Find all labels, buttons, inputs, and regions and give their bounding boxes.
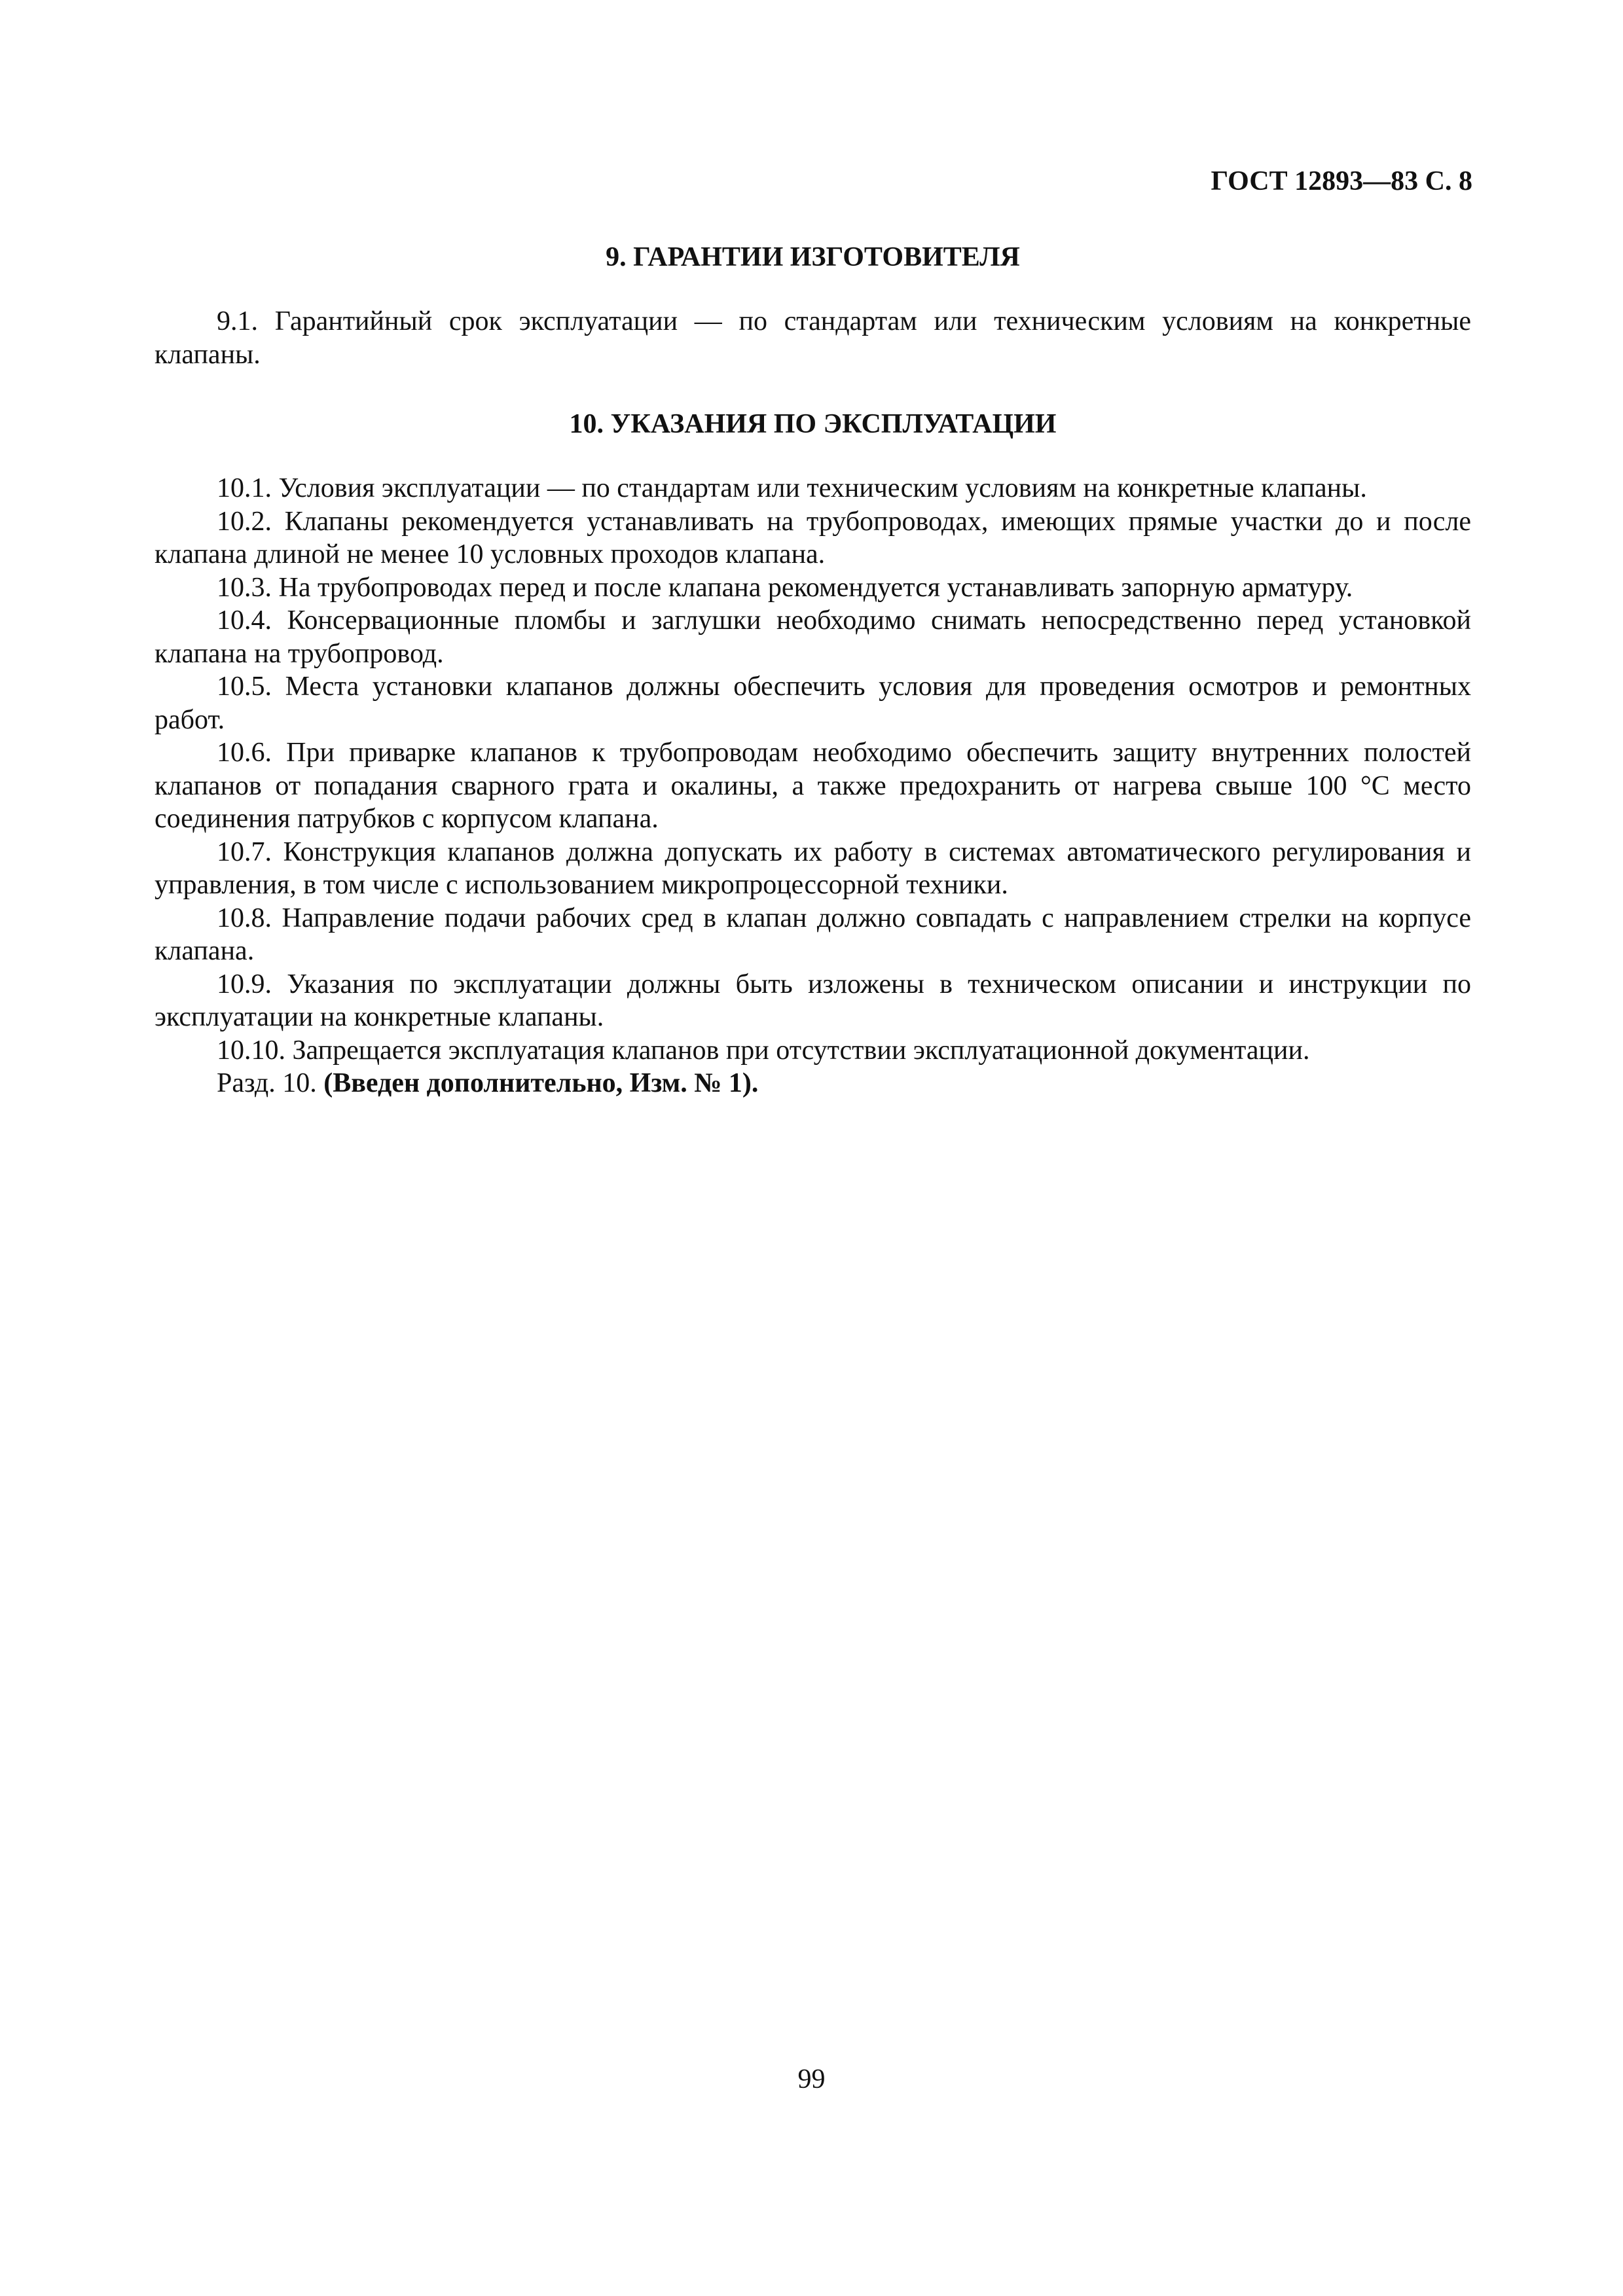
paragraph-10-6: 10.6. При приварке клапанов к трубопроводам необходимо обеспечить защиту внутренних полостей клапанов от попадания сварного грата и окалины, а также предохранить от нагрева свыше 100 °С место соединения патрубков с корпусом клапана. — [155, 738, 1471, 834]
section-heading-9: 9. ГАРАНТИИ ИЗГОТОВИТЕЛЯ — [606, 242, 1020, 272]
paragraph-10-7: 10.7. Конструкция клапанов должна допускать их работу в системах автоматического регулирования и управления, в том числе с использованием микропроцессорной техники. — [155, 836, 1471, 900]
paragraph-10-5: 10.5. Места установки клапанов должны обеспечить условия для проведения осмотров и ремонтных работ. — [155, 672, 1471, 735]
section-gap — [155, 371, 1471, 405]
paragraph-10-3: 10.3. На трубопроводах перед и после клапана рекомендуется устанавливать запорную арматуру. — [217, 572, 1353, 603]
paragraph-10-4: 10.4. Консервационные пломбы и заглушки необходимо снимать непосредственно перед установкой клапана на трубопровод. — [155, 605, 1471, 669]
section-heading-10: 10. УКАЗАНИЯ ПО ЭКСПЛУАТАЦИИ — [569, 409, 1057, 439]
amendment-note-prefix: Разд. 10. — [217, 1068, 317, 1098]
amendment-note-emphasis: (Введен дополнительно, Изм. № 1). — [323, 1068, 759, 1098]
paragraph-10-8: 10.8. Направление подачи рабочих сред в клапан должно совпадать с направлением стрелки на корпусе клапана. — [155, 903, 1471, 966]
paragraph-10-2: 10.2. Клапаны рекомендуется устанавливать на трубопроводах, имеющих прямые участки до и после клапана длиной не менее 10 условных проходов клапана. — [155, 506, 1471, 569]
page-number: 99 — [797, 2064, 826, 2094]
paragraph-10-10: 10.10. Запрещается эксплуатация клапанов при отсутствии эксплуатационной документации. — [217, 1035, 1310, 1066]
paragraph-10-1: 10.1. Условия эксплуатации — по стандартам или техническим условиям на конкретные клапаны. — [217, 473, 1367, 503]
paragraph-10-9: 10.9. Указания по эксплуатации должны быть изложены в техническом описании и инструкции по эксплуатации на конкретные клапаны. — [155, 969, 1471, 1032]
amendment-note — [155, 1067, 1471, 1100]
running-header: ГОСТ 12893—83 С. 8 — [1211, 166, 1472, 196]
paragraph-9-1: 9.1. Гарантийный срок эксплуатации — по стандартам или техническим условиям на конкретные клапаны. — [155, 306, 1471, 370]
document-body — [155, 238, 1471, 1100]
